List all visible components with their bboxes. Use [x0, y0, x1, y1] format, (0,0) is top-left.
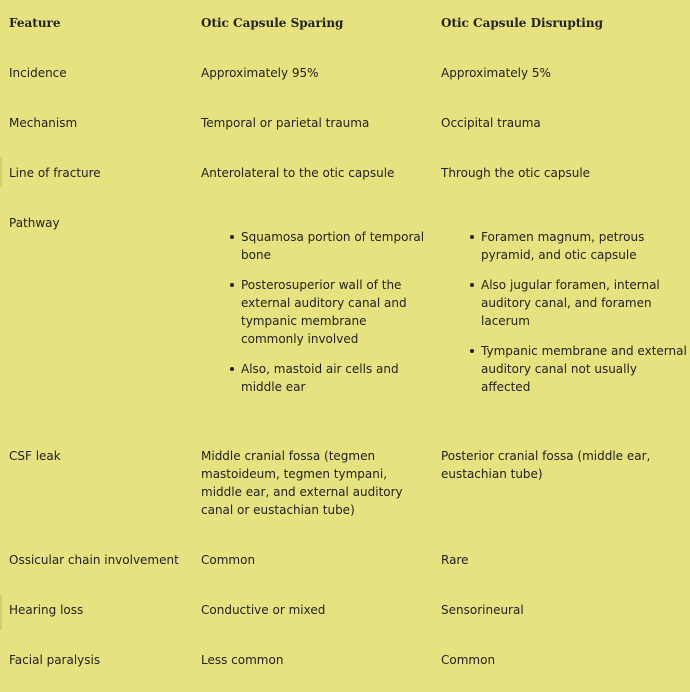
row-label-facial-paralysis: Facial paralysis [9, 653, 101, 667]
incidence-disrupting: Approximately 5% [441, 66, 551, 80]
hearing-loss-sparing: Conductive or mixed [201, 603, 326, 617]
list-item: Tympanic membrane and external auditory canal not usually affected [441, 342, 687, 396]
row-label-incidence: Incidence [9, 66, 67, 80]
row-label-pathway: Pathway [9, 216, 60, 230]
ossicular-chain-sparing: Common [201, 553, 256, 567]
row-edge-line [0, 157, 2, 187]
line-of-fracture-disrupting: Through the otic capsule [441, 166, 591, 180]
mechanism-disrupting: Occipital trauma [441, 116, 541, 130]
ossicular-chain-disrupting: Rare [441, 553, 469, 567]
pathway-sparing [201, 228, 431, 408]
line-of-fracture-sparing: Anterolateral to the otic capsule [201, 166, 395, 180]
csf-leak-sparing: Middle cranial fossa (tegmen mastoideum, tegmen tympani, middle ear, and external auditory canal or eustachian tube) [201, 449, 403, 517]
header-otic-capsule-disrupting: Otic Capsule Disrupting [441, 16, 603, 30]
row-edge-hearing [0, 595, 2, 630]
facial-paralysis-disrupting: Common [441, 653, 496, 667]
list-item: Also, mastoid air cells and middle ear [201, 360, 431, 396]
pathway-sparing-list [201, 228, 431, 396]
pathway-disrupting-list [441, 228, 687, 396]
row-label-mechanism: Mechanism [9, 116, 78, 130]
hearing-loss-disrupting: Sensorineural [441, 603, 524, 617]
list-item: Also jugular foramen, internal auditory canal, and foramen lacerum [441, 276, 687, 330]
header-feature: Feature [9, 16, 61, 30]
list-item: Posterosuperior wall of the external auditory canal and tympanic membrane commonly involved [201, 276, 431, 348]
row-label-ossicular-chain: Ossicular chain involvement [9, 553, 179, 567]
list-item: Squamosa portion of temporal bone [201, 228, 431, 264]
row-label-hearing-loss: Hearing loss [9, 603, 84, 617]
pathway-disrupting [441, 228, 687, 408]
list-item: Foramen magnum, petrous pyramid, and otic capsule [441, 228, 687, 264]
facial-paralysis-sparing: Less common [201, 653, 284, 667]
row-label-csf-leak: CSF leak [9, 449, 61, 463]
header-otic-capsule-sparing: Otic Capsule Sparing [201, 16, 344, 30]
row-label-line-of-fracture: Line of fracture [9, 166, 101, 180]
mechanism-sparing: Temporal or parietal trauma [201, 116, 370, 130]
csf-leak-disrupting: Posterior cranial fossa (middle ear, eustachian tube) [441, 449, 651, 481]
incidence-sparing: Approximately 95% [201, 66, 319, 80]
